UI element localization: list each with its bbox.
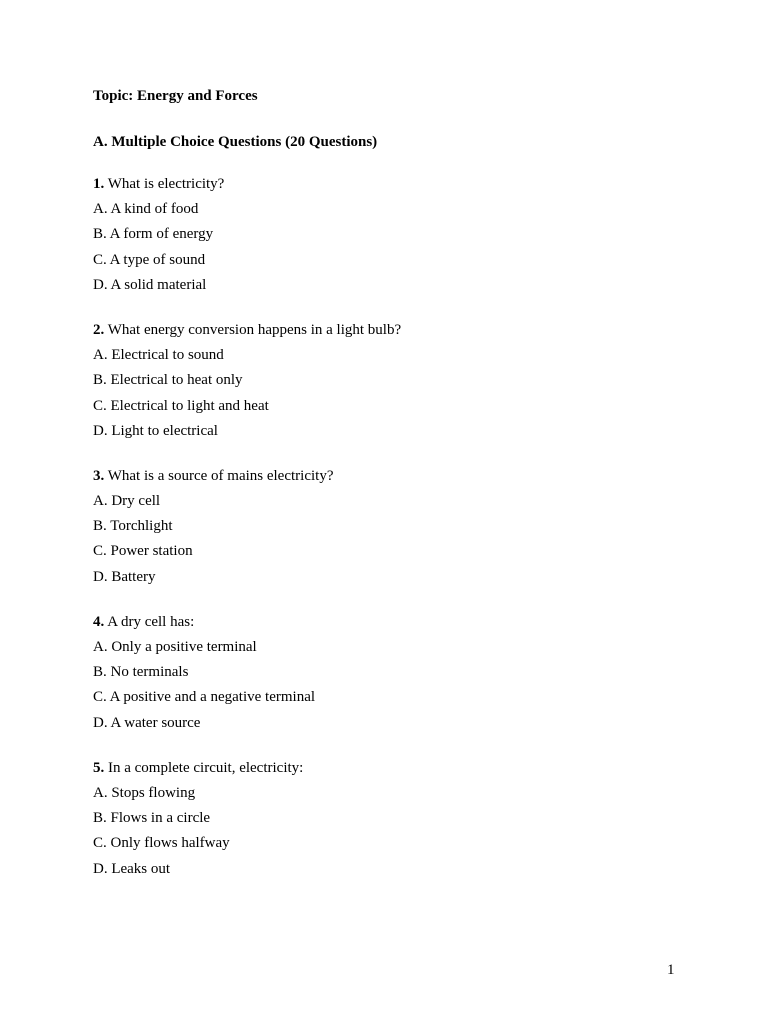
option-b: B. No terminals	[93, 664, 189, 681]
option-b: B. Flows in a circle	[93, 810, 211, 827]
question-text	[93, 610, 693, 635]
option-d: D. A solid material	[93, 276, 207, 293]
option-a: A. A kind of food	[93, 201, 199, 218]
topic-heading: Topic: Energy and Forces	[93, 88, 258, 104]
option-c: C. Electrical to light and heat	[93, 397, 269, 414]
option-d: D. Battery	[93, 568, 156, 585]
option-b: B. Torchlight	[93, 518, 173, 535]
option-b: B. A form of energy	[93, 226, 214, 243]
option-d: D. Leaks out	[93, 860, 171, 877]
question-prompt: What energy conversion happens in a light bulb?	[107, 321, 402, 338]
question-4	[93, 610, 693, 736]
option-c: C. Power station	[93, 543, 193, 560]
page-number: 1	[667, 962, 675, 978]
question-5	[93, 756, 693, 882]
section-title: A. Multiple Choice Questions (20 Questions)	[93, 134, 378, 150]
page-content	[93, 86, 693, 882]
option-a: A. Dry cell	[93, 493, 161, 510]
question-3	[93, 464, 693, 590]
option-c: C. A positive and a negative terminal	[93, 689, 316, 706]
question-number: 4.	[93, 613, 105, 630]
question-number: 3.	[93, 467, 105, 484]
question-2	[93, 318, 693, 444]
question-text	[93, 464, 693, 489]
option-c: C. A type of sound	[93, 251, 206, 268]
question-text	[93, 318, 693, 343]
option-c: C. Only flows halfway	[93, 835, 230, 852]
question-prompt: In a complete circuit, electricity:	[108, 759, 304, 776]
question-number: 2.	[93, 321, 105, 338]
question-text	[93, 756, 693, 781]
question-number: 1.	[93, 176, 105, 192]
question-prompt: What is a source of mains electricity?	[107, 467, 334, 484]
option-a: A. Stops flowing	[93, 784, 196, 801]
option-d: D. Light to electrical	[93, 422, 218, 439]
option-b: B. Electrical to heat only	[93, 372, 243, 389]
option-a: A. Electrical to sound	[93, 347, 224, 364]
option-d: D. A water source	[93, 714, 201, 731]
question-text	[93, 172, 693, 197]
question-prompt: What is electricity?	[107, 176, 225, 192]
question-prompt: A dry cell has:	[107, 613, 195, 630]
question-number: 5.	[93, 759, 105, 776]
option-a: A. Only a positive terminal	[93, 639, 257, 655]
question-1	[93, 172, 693, 298]
